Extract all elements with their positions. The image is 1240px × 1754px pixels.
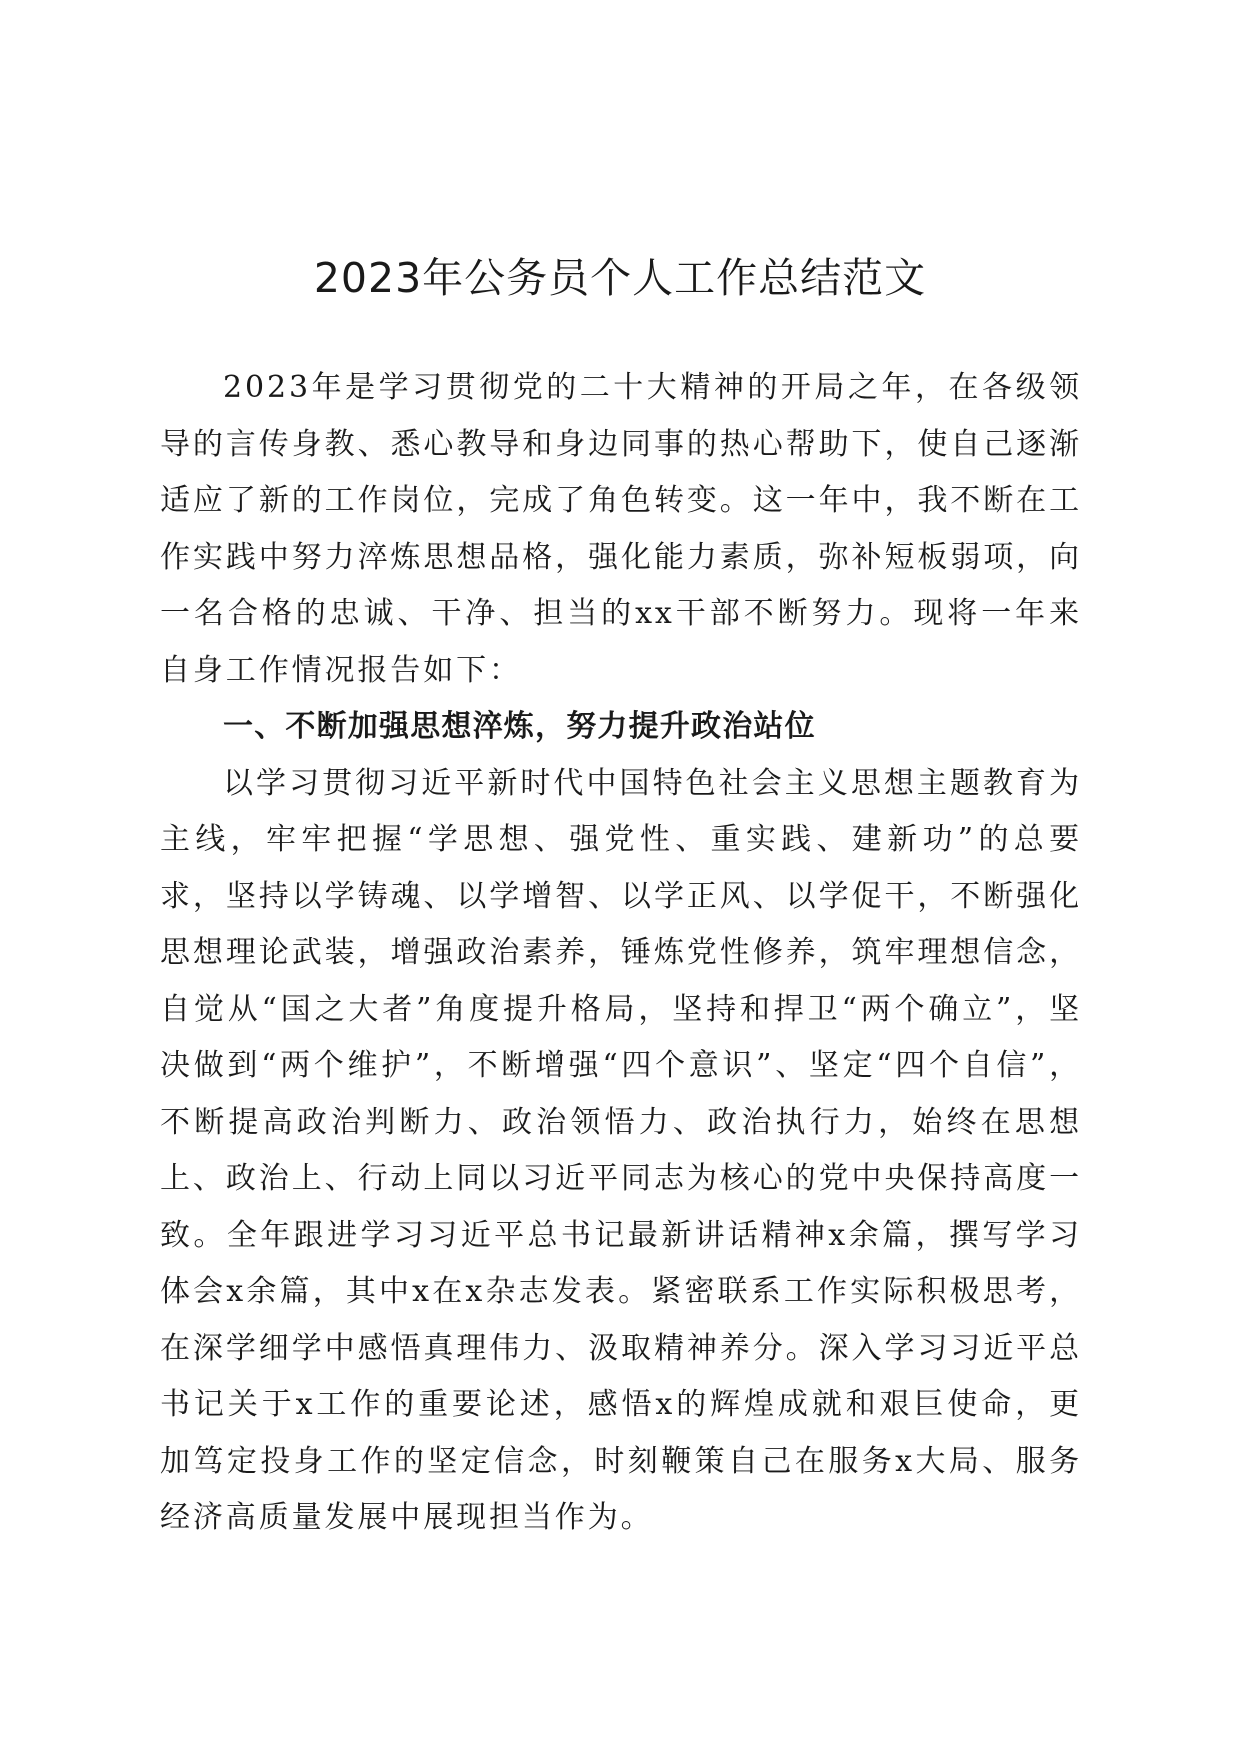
document-body <box>160 360 1082 1547</box>
intro-paragraph: 2023年是学习贯彻党的二十大精神的开局之年，在各级领导的言传身教、悉心教导和身边同事的热心帮助下，使自己逐渐适应了新的工作岗位，完成了角色转变。这一年中，我不断在工作实践中努力淬炼思想品格，强化能力素质，弥补短板弱项，向一名合格的忠诚、干净、担当的xx干部不断努力。现将一年来自身工作情况报告如下： <box>160 370 1082 688</box>
section-1-paragraph: 以学习贯彻习近平新时代中国特色社会主义思想主题教育为主线，牢牢把握“学思想、强党性、重实践、建新功”的总要求，坚持以学铸魂、以学增智、以学正风、以学促干，不断强化思想理论武装，增强政治素养，锤炼党性修养，筑牢理想信念，自觉从“国之大者”角度提升格局，坚持和捍卫“两个确立”，坚决做到“两个维护”，不断增强“四个意识”、坚定“四个自信”，不断提高政治判断力、政治领悟力、政治执行力，始终在思想上、政治上、行动上同以习近平同志为核心的党中央保持高度一致。全年跟进学习习近平总书记最新讲话精神x余篇，撰写学习体会x余篇，其中x在x杂志发表。紧密联系工作实际积极思考，在深学细学中感悟真理伟力、汲取精神养分。深入学习习近平总书记关于x工作的重要论述，感悟x的辉煌成就和艰巨使命，更加笃定投身工作的坚定信念，时刻鞭策自己在服务x大局、服务经济高质量发展中展现担当作为。 <box>160 765 1082 1535</box>
document-title: 2023年公务员个人工作总结范文 <box>313 254 927 302</box>
section-1-heading: 一、不断加强思想淬炼，努力提升政治站位 <box>223 709 816 744</box>
